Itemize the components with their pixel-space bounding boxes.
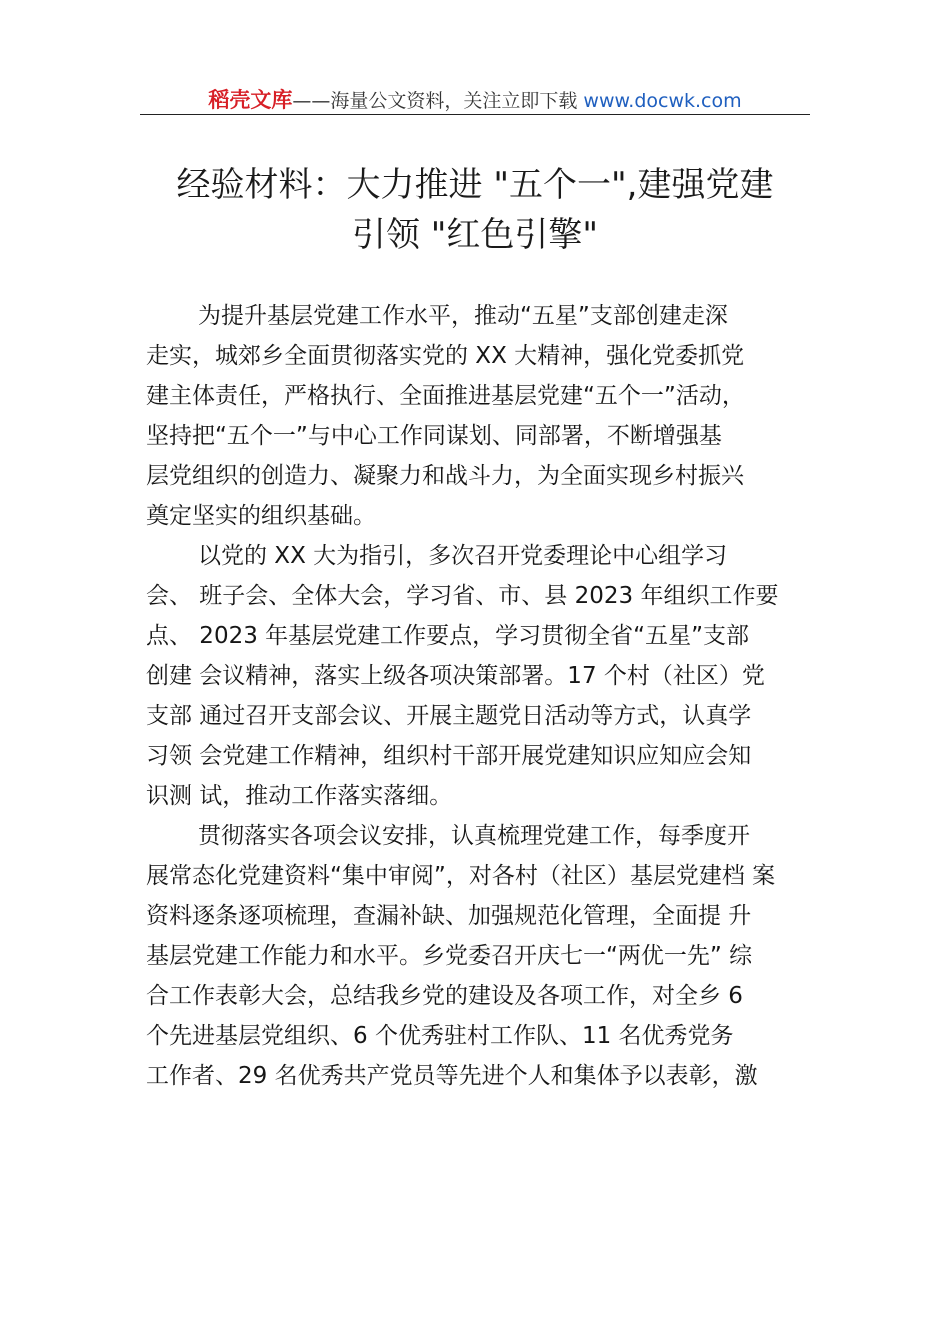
body-line: 识测 试，推动工作落实落细。 (146, 783, 453, 809)
header-url-link[interactable]: www.docwk.com (583, 90, 742, 112)
header-tagline: ——海量公文资料，关注立即下载 (292, 90, 584, 112)
body-line: 以党的 XX 大为指引，多次召开党委理论中心组学习 (198, 543, 728, 569)
body-line: 合工作表彰大会，总结我乡党的建设及各项工作，对全乡 6 (146, 983, 743, 1009)
brand-name: 稻壳文库 (208, 88, 293, 112)
page-title-line-1: 经验材料：大力推进 "五个一",建强党建 (176, 165, 774, 205)
body-line: 贯彻落实各项会议安排，认真梳理党建工作，每季度开 (198, 823, 750, 849)
body-line: 基层党建工作能力和水平。乡党委召开庆七一“两优一先” 综 (146, 943, 753, 969)
body-line: 创建 会议精神，落实上级各项决策部署。17 个村（社区）党 (146, 663, 765, 689)
body-line: 工作者、29 名优秀共产党员等先进个人和集体予以表彰，激 (146, 1063, 758, 1089)
document-body (146, 296, 836, 1096)
body-line: 坚持把“五个一”与中心工作同谋划、同部署，不断增强基 (146, 423, 722, 449)
body-line: 习领 会党建工作精神，组织村干部开展党建知识应知应会知 (146, 743, 752, 769)
body-line: 层党组织的创造力、凝聚力和战斗力，为全面实现乡村振兴 (146, 463, 744, 489)
body-line: 走实，城郊乡全面贯彻落实党的 XX 大精神，强化党委抓党 (146, 343, 745, 369)
body-line: 建主体责任，严格执行、全面推进基层党建“五个一”活动， (146, 383, 745, 409)
body-line: 奠定坚实的组织基础。 (146, 503, 376, 529)
page-title-line-2: 引领 "红色引擎" (351, 215, 599, 255)
document-header (140, 86, 810, 114)
body-line: 展常态化党建资料“集中审阅”，对各村（社区）基层党建档 案 (146, 863, 776, 889)
body-line: 会、 班子会、全体大会，学习省、市、县 2023 年组织工作要 (146, 583, 779, 609)
header-divider (140, 114, 810, 115)
body-line: 支部 通过召开支部会议、开展主题党日活动等方式，认真学 (146, 703, 752, 729)
body-line: 资料逐条逐项梳理，查漏补缺、加强规范化管理，全面提 升 (146, 903, 752, 929)
body-line: 点、 2023 年基层党建工作要点，学习贯彻全省“五星”支部 (146, 623, 749, 649)
body-line: 个先进基层党组织、6 个优秀驻村工作队、11 名优秀党务 (146, 1023, 734, 1049)
page-title (120, 160, 830, 260)
body-line: 为提升基层党建工作水平，推动“五星”支部创建走深 (198, 303, 728, 329)
